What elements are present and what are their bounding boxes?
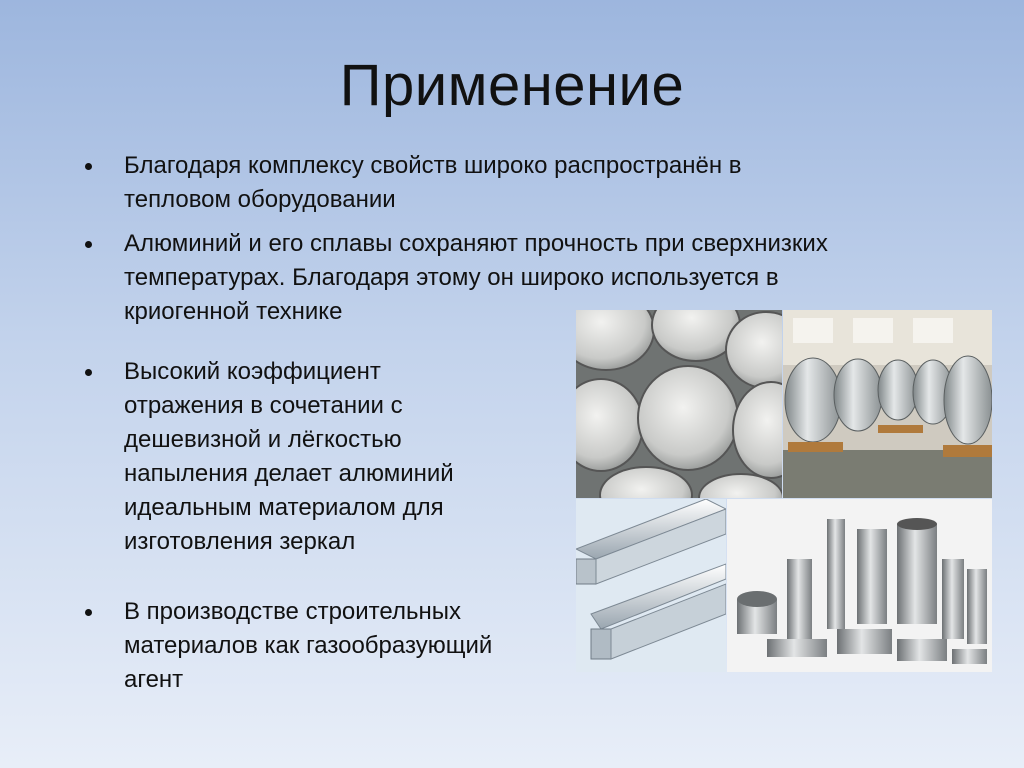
aluminum-tubes-profiles-photo [727, 499, 992, 672]
photo-collage [576, 310, 992, 672]
slide-title: Применение [339, 53, 685, 118]
bullet-text: В производстве строительных материалов как газообразующий агент [124, 598, 493, 693]
bullet-text: Алюминий и его сплавы сохраняют прочность при сверхнизких температурах. Благодаря этому он широко используется в криогенной технике [124, 230, 828, 325]
bullet-item [85, 355, 545, 559]
bullet-dot-icon [85, 241, 92, 248]
bullet-text: Благодаря комплексу свойств широко распространён в тепловом оборудовании [124, 152, 742, 213]
aluminum-discs-photo [576, 310, 782, 498]
bullet-item [85, 595, 565, 697]
aluminum-coils-warehouse-photo [783, 310, 992, 498]
bullet-text: Высокий коэффициент отражения в сочетании с дешевизной и лёгкостью напыления делает алюминий идеальным материалом для изготовления зеркал [124, 358, 454, 555]
bullet-dot-icon [85, 163, 92, 170]
bullet-dot-icon [85, 369, 92, 376]
bullet-dot-icon [85, 609, 92, 616]
aluminum-profile-photo [576, 499, 726, 672]
bullet-item [85, 149, 915, 217]
